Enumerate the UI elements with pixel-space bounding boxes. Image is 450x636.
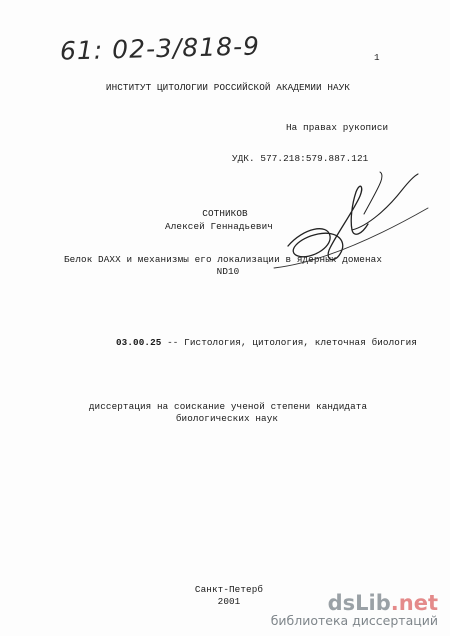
degree-line1: диссертация на соискание ученой степени кандидата bbox=[88, 401, 368, 412]
year: 2001 bbox=[217, 596, 241, 607]
manuscript-rights-note: На правах рукописи bbox=[286, 122, 389, 133]
dissertation-title-line1: Белок DAXX и механизмы его локализации в ядерных доменах bbox=[63, 254, 383, 265]
watermark-logo: dsLib.net bbox=[327, 591, 438, 615]
specialty-code: 03.00.25 bbox=[116, 337, 162, 348]
specialty-line bbox=[116, 337, 417, 348]
degree-line2: биологических наук bbox=[175, 413, 279, 424]
page-number: 1 bbox=[374, 52, 380, 63]
site-watermark bbox=[271, 592, 438, 628]
archive-stamp-number: 61: 02-3/818-9 bbox=[59, 31, 261, 66]
author-surname: СОТНИКОВ bbox=[202, 208, 248, 219]
udk-code: УДК. 577.218:579.887.121 bbox=[232, 153, 369, 164]
institute-name: ИНСТИТУТ ЦИТОЛОГИИ РОССИЙСКОЙ АКАДЕМИИ НАУК bbox=[105, 82, 351, 93]
handwritten-signature bbox=[268, 168, 438, 283]
city: Санкт-Петерб bbox=[194, 584, 264, 595]
specialty-text: -- Гистология, цитология, клеточная биология bbox=[167, 337, 418, 348]
watermark-subtitle: библиотека диссертаций bbox=[270, 613, 438, 628]
dissertation-title-line2: ND10 bbox=[216, 266, 240, 277]
author-name: Алексей Геннадьевич bbox=[165, 221, 273, 232]
